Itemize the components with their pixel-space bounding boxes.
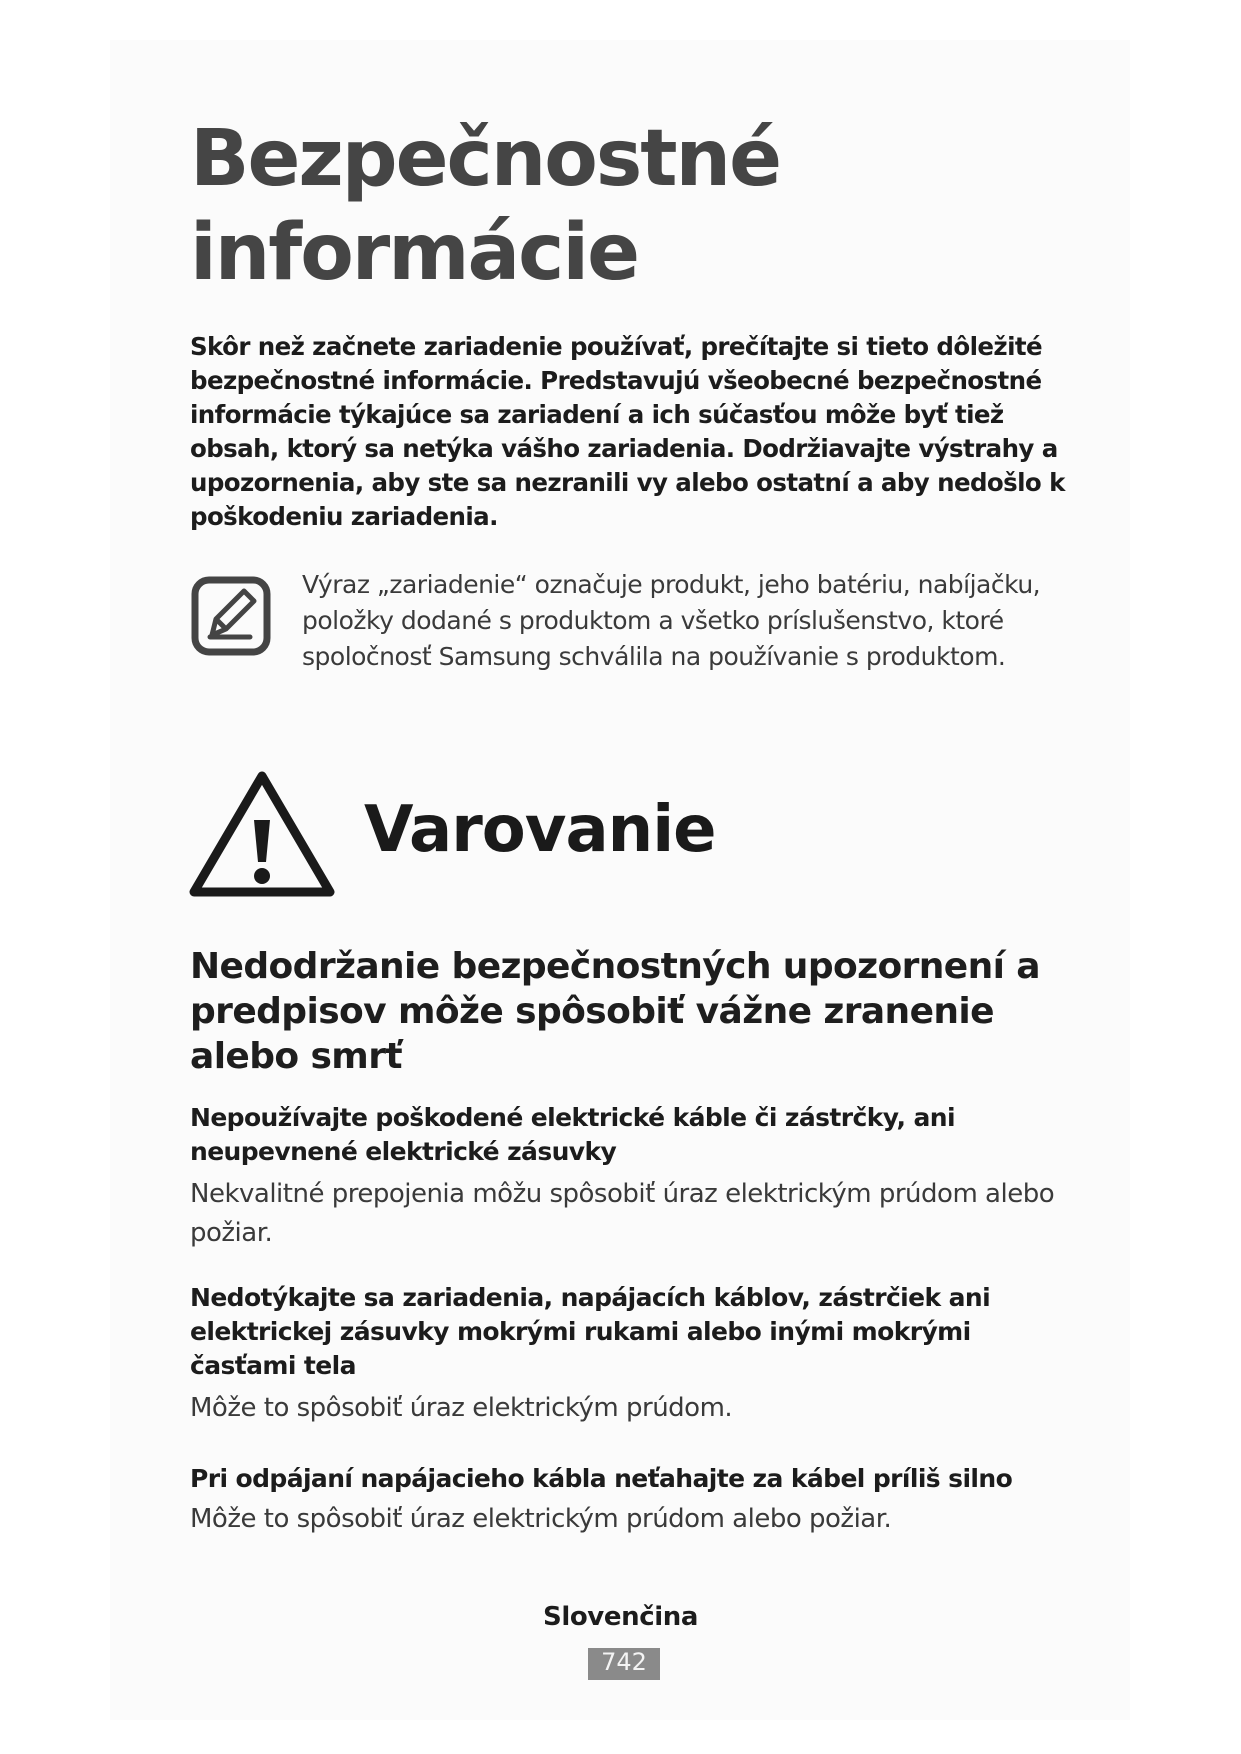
item-body: Môže to spôsobiť úraz elektrickým prúdom alebo požiar. [190,1504,892,1534]
item-body: Môže to spôsobiť úraz elektrickým prúdom. [190,1393,733,1423]
page-number: 742 [588,1648,660,1680]
item-body: Nekvalitné prepojenia môžu spôsobiť úraz elektrickým prúdom alebo požiar. [190,1179,1055,1248]
item-title: Pri odpájaní napájacieho kábla neťahajte za kábel príliš silno [190,1464,1013,1493]
note-pencil-icon [190,575,272,657]
item-title: Nedotýkajte sa zariadenia, napájacích káblov, zástrčiek ani elektrickej zásuvky mokrými rukami alebo inými mokrými časťami tela [190,1283,991,1380]
intro-paragraph: Skôr než začnete zariadenie používať, prečítajte si tieto dôležité bezpečnostné informácie. Predstavujú všeobecné bezpečnostné informácie týkajúce sa zariadení a ich súčasťou môže byť tiež obsah, ktorý sa netýka vášho zariadenia. Dodržiavajte výstrahy a upozornenia, aby ste sa nezranili vy alebo ostatní a aby nedošlo k poškodeniu zariadenia. [190,332,1065,531]
warning-triangle-icon [188,768,336,900]
warning-heading: Varovanie [364,793,716,867]
page-title-line-1: Bezpečnostné [190,114,780,204]
item-title: Nepoužívajte poškodené elektrické káble či zástrčky, ani neupevnené elektrické zásuvky [190,1103,955,1166]
page-title-line-2: informácie [190,208,639,298]
page-title [190,112,780,300]
note-text: Výraz „zariadenie“ označuje produkt, jeho batériu, nabíjačku, položky dodané s produktom a všetko príslušenstvo, ktoré spoločnosť Samsung schválila na používanie s produktom. [302,570,1041,671]
footer-language: Slovenčina [543,1602,698,1632]
warning-subheading: Nedodržanie bezpečnostných upozornení a predpisov môže spôsobiť vážne zranenie alebo smrť [190,946,1041,1077]
